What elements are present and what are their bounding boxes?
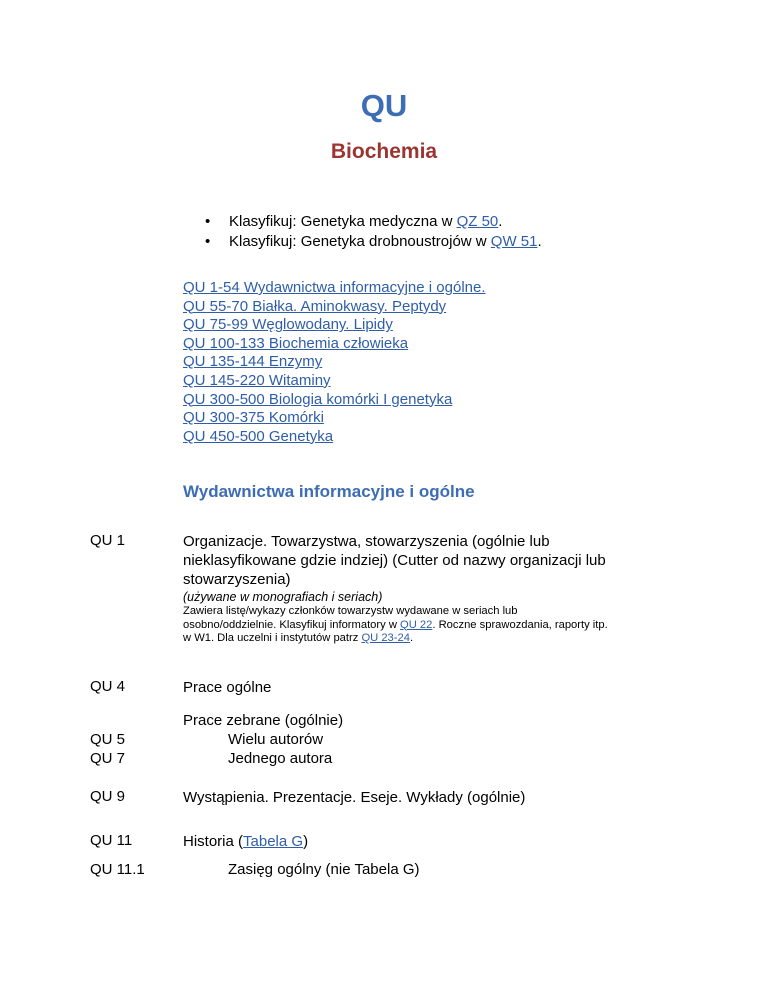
usage-note: (używane w monografiach i seriach) <box>183 590 383 604</box>
classification-notes <box>205 212 542 252</box>
link-qw-51[interactable]: QW 51 <box>490 233 538 250</box>
list-item: • Klasyfikuj: Genetyka drobnoustrojów w QW 51. <box>205 233 542 250</box>
table-of-contents <box>183 279 486 446</box>
toc-link[interactable]: QU 1-54 Wydawnictwa informacyjne i ogólne. <box>183 279 486 296</box>
link-tabela-g[interactable]: Tabela G <box>243 833 304 850</box>
section-heading: Wydawnictwa informacyjne i ogólne <box>183 482 475 501</box>
class-code: QU 9 <box>90 788 126 805</box>
entry-description: Prace ogólne <box>183 679 272 696</box>
page-title: QU <box>360 88 408 123</box>
class-code: QU 11 <box>90 832 133 849</box>
list-item: • Klasyfikuj: Genetyka medyczna w QZ 50. <box>205 213 503 230</box>
page-subtitle: Biochemia <box>330 140 438 163</box>
toc-link[interactable]: QU 300-375 Komórki <box>183 409 324 427</box>
entry-description: Zasięg ogólny (nie Tabela G) <box>228 861 420 878</box>
bullet-icon: • <box>205 233 211 250</box>
toc-link[interactable]: QU 100-133 Biochemia człowieka <box>183 334 409 352</box>
link-qz-50[interactable]: QZ 50 <box>456 213 499 230</box>
class-code: QU 11.1 <box>90 861 145 878</box>
class-code: QU 5 <box>90 731 126 748</box>
toc-link[interactable]: QU 145-220 Witaminy <box>183 371 331 389</box>
link-qu-22[interactable]: QU 22 <box>400 618 433 631</box>
entry-description: Historia (Tabela G) <box>183 833 309 850</box>
entry-description: Organizacje. Towarzystwa, stowarzyszenia (ogólnie lub nieklasyfikowane gdzie indziej) (Cutter od nazwy organizacji lub stowarzyszenia) (używane w monografiach i seriach) Zawiera listę/wykazy członków towarzystw wydawane w seriach lub osobno/oddzielnie. Klasyfikuj informatory w QU 22. Roczne sprawozdania, raporty itp. w W1. Dla uczelni i instytutów patrz QU 23-24. <box>183 532 683 646</box>
link-qu-23-24[interactable]: QU 23-24 <box>361 632 410 644</box>
toc-link[interactable]: QU 300-500 Biologia komórki I genetyka <box>183 390 453 408</box>
toc-link[interactable]: QU 55-70 Białka. Aminokwasy. Peptydy <box>183 297 447 315</box>
toc-link[interactable]: QU 75-99 Węglowodany. Lipidy <box>183 316 393 334</box>
entry-group-heading: Prace zebrane (ogólnie) <box>183 712 344 729</box>
entry-description: Jednego autora <box>228 750 333 767</box>
class-code: QU 4 <box>90 678 126 695</box>
entry-description: Wystąpienia. Prezentacje. Eseje. Wykłady (ogólnie) <box>183 789 526 806</box>
entry-description: Wielu autorów <box>228 731 324 748</box>
scope-note: Zawiera listę/wykazy członków towarzystw wydawane w seriach lub osobno/oddzielnie. Klasyfikuj informatory w QU 22. Roczne sprawozdania, raporty itp. w W1. Dla uczelni i instytutów patrz QU 23-24. <box>183 605 608 644</box>
class-code: QU 7 <box>90 750 126 767</box>
toc-link[interactable]: QU 450-500 Genetyka <box>183 427 334 445</box>
toc-link[interactable]: QU 135-144 Enzymy <box>183 353 323 371</box>
bullet-icon: • <box>205 213 211 230</box>
class-code: QU 1 <box>90 532 126 549</box>
